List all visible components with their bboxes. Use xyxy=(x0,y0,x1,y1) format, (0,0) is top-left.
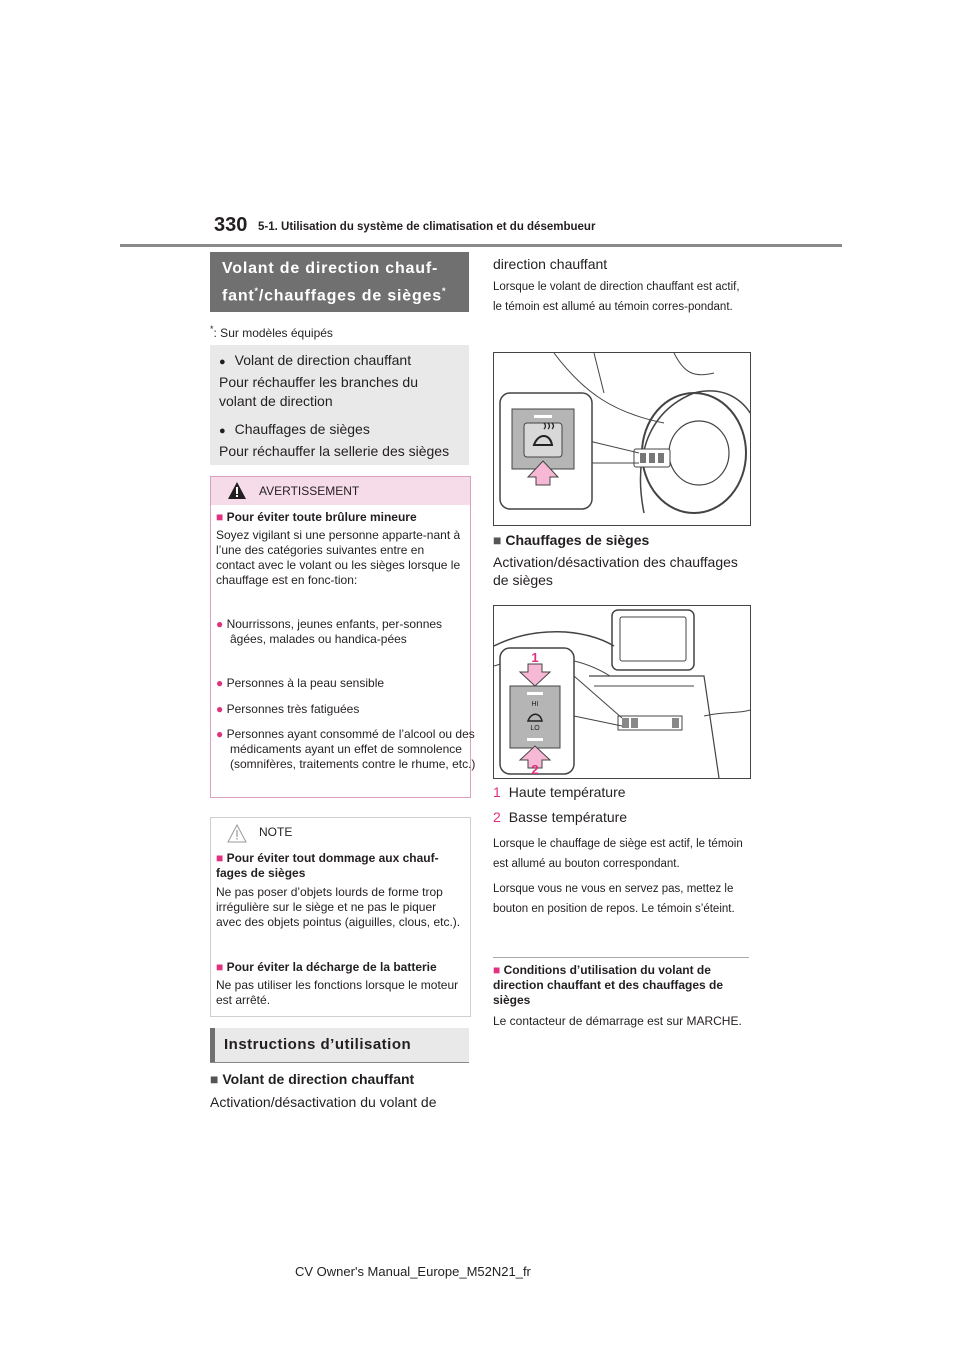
steering-text-part1: Activation/désactivation du volant de xyxy=(210,1094,437,1110)
note-subtitle-1: ■ Pour éviter tout dommage aux chauf-fages de sièges xyxy=(216,851,439,880)
feature-2-desc: Pour réchauffer la sellerie des sièges xyxy=(219,443,450,459)
conditions-heading: ■ Conditions d’utilisation du volant de direction chauffant et des chauffages de sièges xyxy=(493,963,724,1007)
header-rule xyxy=(120,244,842,247)
page-number: 330 xyxy=(214,214,248,236)
seat-status-text: Lorsque le chauffage de siège est actif, le témoin est allumé au bouton correspondant. xyxy=(493,838,743,870)
warning-item: ● Personnes très fatiguées xyxy=(216,702,360,716)
warning-item: ● Personnes ayant consommé de l’alcool ou des médicaments ayant un effet de somnolence (somnifères, traitements contre le rhume, etc.) xyxy=(216,727,476,771)
seat-heating-heading: ■ Chauffages de sièges xyxy=(493,532,650,548)
steering-status: Lorsque le volant de direction chauffant est actif, le témoin est allumé au témoin corres-pondant. xyxy=(493,281,740,313)
title-line-1: Volant de direction chauf- xyxy=(222,260,439,277)
hi-label: HI xyxy=(531,701,539,708)
steering-heading: ■ Volant de direction chauffant xyxy=(210,1071,415,1087)
warning-subtitle: ■ Pour éviter toute brûlure mineure xyxy=(216,510,417,524)
warning-header xyxy=(211,477,470,505)
steering-illustration xyxy=(494,353,750,525)
note-subtitle-2: ■ Pour éviter la décharge de la batterie xyxy=(216,960,437,974)
feature-1-title: ● Volant de direction chauffant xyxy=(219,352,412,368)
footnote: *: Sur modèles équipés xyxy=(210,324,333,340)
section-title: 5-1. Utilisation du système de climatisation et du désembueur xyxy=(258,221,596,233)
feature-2-title: ● Chauffages de sièges xyxy=(219,421,370,437)
features-box xyxy=(210,345,469,465)
note-text-1: Ne pas poser d’objets lourds de forme trop irrégulière sur le siège et ne pas le piquer avec des objets pointus (aiguilles, clous, etc.). xyxy=(216,885,461,929)
warning-title: AVERTISSEMENT xyxy=(259,484,360,498)
caution-triangle-icon xyxy=(227,824,247,843)
callout-2: 2 xyxy=(531,762,539,777)
title-line-2: fant*/chauffages de sièges* xyxy=(222,286,447,305)
instructions-heading-box xyxy=(210,1028,469,1062)
instructions-heading: Instructions d’utilisation xyxy=(224,1036,412,1053)
warning-item: ● Personnes à la peau sensible xyxy=(216,676,385,690)
conditions-separator xyxy=(493,957,749,958)
note-box xyxy=(210,817,471,1017)
steering-switch-figure xyxy=(493,352,751,526)
seat-heater-illustration xyxy=(494,606,750,778)
note-text-2: Ne pas utiliser les fonctions lorsque le moteur est arrêté. xyxy=(216,978,459,1007)
seat-off-text: Lorsque vous ne vous en servez pas, mettez le bouton en position de repos. Le témoin s’éteint. xyxy=(493,883,735,915)
note-title: NOTE xyxy=(259,825,293,839)
seat-heating-text: Activation/désactivation des chauffages de sièges xyxy=(493,554,738,588)
legend-item-2: 2 Basse température xyxy=(493,809,628,825)
warning-box xyxy=(210,476,476,798)
chapter-title-box xyxy=(210,252,469,312)
conditions-text: Le contacteur de démarrage est sur MARCHE. xyxy=(493,1014,742,1028)
warning-triangle-icon xyxy=(227,481,247,500)
seat-heater-figure xyxy=(493,605,751,779)
legend-item-1: 1 Haute température xyxy=(493,784,626,800)
lo-label: LO xyxy=(530,725,540,732)
feature-1-desc: Pour réchauffer les branches du volant de direction xyxy=(219,374,418,409)
steering-text-part2: direction chauffant xyxy=(493,256,608,272)
footer-text: CV Owner's Manual_Europe_M52N21_fr xyxy=(295,1264,531,1279)
callout-1: 1 xyxy=(531,650,539,665)
warning-item: ● Nourrissons, jeunes enfants, per-sonnes âgées, malades ou handica-pées xyxy=(216,617,443,646)
warning-intro: Soyez vigilant si une personne apparte-nant à l’une des catégories suivantes entre en contact avec le volant ou les sièges lorsque le chauffage est en fonc-tion: xyxy=(216,528,461,587)
instructions-rule xyxy=(210,1062,469,1063)
